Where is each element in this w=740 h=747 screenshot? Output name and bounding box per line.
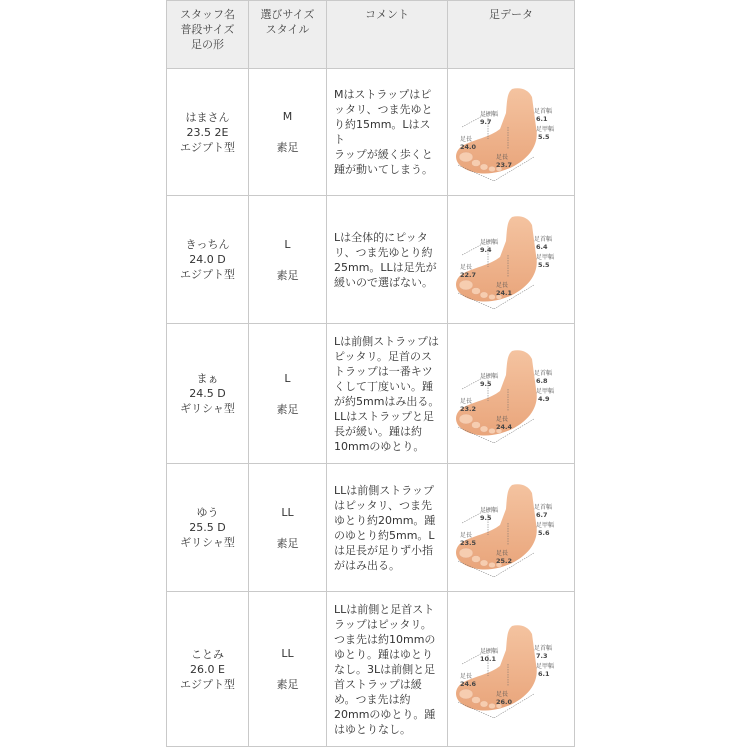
comment-line: くして丁度いい。踵 [334,379,433,393]
foot-diagram [452,345,570,443]
foot-instep-value: 6.1 [536,115,548,123]
foot-len-label: 足長 [496,415,509,423]
foot-instep-value: 6.4 [536,242,548,251]
comment-line: め。つま先は約 [334,692,411,706]
comment-line: ッタリ、つま先ゆと [334,103,433,116]
wear-style: 素足 [276,402,299,416]
spacer [249,252,326,268]
foot-heel-value: 5.5 [538,260,550,269]
foot-girth-value: 24.0 [460,143,477,151]
comment-line: Lは前側ストラップは [334,334,439,348]
wear-style: 素足 [276,536,299,550]
foot-height-label: 足囲幅 [480,238,499,246]
foot-diagram [452,620,570,718]
foot-heel-value: 6.1 [538,670,550,678]
comment-line: 10mmのゆとり。 [334,439,425,453]
staff-size: 24.5 D [189,387,226,400]
foot-diagram [452,83,570,181]
foot-instep-value: 6.7 [536,510,548,519]
staff-cell [167,464,249,592]
toe [489,294,496,300]
foot-height-label: 足囲幅 [480,111,499,118]
foot-data-cell [448,592,575,747]
wear-style: 素足 [276,268,299,282]
wear-style: 素足 [276,678,299,691]
header-staff-line1: スタッフ名 [180,8,235,21]
foot-heel-label: 足甲幅 [536,126,555,133]
spacer [249,520,326,536]
header-comment-label: コメント [365,8,409,21]
comment-cell [327,196,448,324]
toe [472,287,481,294]
foot-len-label: 足長 [496,281,509,289]
toe [472,160,481,167]
foot-height-value: 9.5 [480,379,492,388]
foot-diagram [452,479,570,577]
staff-size: 23.5 2E [186,125,229,139]
foot-data-cell [448,324,575,464]
foot-heel-value: 4.9 [538,394,550,403]
foot-len-label: 足長 [496,154,509,161]
toe [459,689,473,699]
foot-girth-label: 足長 [460,673,473,680]
toe [459,414,473,424]
header-size-line1: 選びサイズ [260,8,315,21]
foot-diagram [452,211,570,309]
toe [459,280,473,290]
foot-instep-value: 7.3 [536,652,548,660]
staff-size-table [166,0,575,747]
staff-cell [167,69,249,196]
foot-instep-label: 足首幅 [534,645,553,652]
foot-heel-label: 足甲幅 [536,521,555,529]
header-foot-label: 足データ [489,8,533,21]
toe [480,425,488,431]
toe [459,548,473,558]
header-size-line2: スタイル [265,23,310,36]
comment-line: 25mm。LLは足先が [334,260,437,274]
foot-height-value: 9.5 [480,513,492,522]
spacer [249,124,326,140]
comment-line: ラップが緩く歩くと [334,148,433,161]
foot-len-label: 足長 [496,549,509,557]
table-row [167,464,575,592]
foot-girth-value: 23.5 [460,538,477,547]
picked-size: LL [281,505,294,519]
comment-line: がはみ出る。 [334,558,400,572]
toe [472,555,481,562]
spacer [249,386,326,402]
comment-cell [327,592,448,747]
table-row [167,592,575,747]
foot-instep-label: 足首幅 [534,108,553,115]
toe [480,164,488,170]
comment-cell [327,324,448,464]
toe [472,421,481,428]
staff-shape: エジプト型 [180,140,235,154]
comment-line: Lは全体的にピッタ [334,230,428,244]
comment-line: LLは前側と足首スト [334,602,435,616]
table-row [167,69,575,196]
foot-data-cell [448,69,575,196]
foot-instep-label: 足首幅 [534,369,553,377]
header-staff-line3: 足の形 [191,38,224,51]
header-comment [327,1,448,69]
header-staff [167,1,249,69]
toe [489,166,496,172]
foot-girth-value: 22.7 [460,270,477,279]
comment-line: はピッタリ、つま先 [334,498,433,512]
comment-line: つま先は約10mmの [334,632,436,646]
foot-heel-value: 5.6 [538,528,550,537]
toe [480,701,488,707]
comment-line: LLはストラップと足 [334,409,435,423]
staff-size: 25.5 D [189,521,226,534]
comment-line: はゆとりなし。 [334,722,411,736]
comment-line: ゆとり約20mm。踵 [334,513,436,527]
staff-shape: エジプト型 [180,677,235,691]
table-row [167,324,575,464]
toe [459,152,473,162]
foot-height-value: 10.1 [480,655,497,663]
foot-girth-label: 足長 [460,531,473,539]
comment-cell [327,464,448,592]
staff-name: ゆう [196,506,219,519]
foot-height-label: 足囲幅 [480,506,499,514]
foot-height-label: 足囲幅 [480,648,499,655]
foot-heel-label: 足甲幅 [536,387,555,395]
foot-girth-value: 24.6 [460,680,477,688]
foot-len-value: 25.2 [496,556,513,565]
comment-line: LLは前側ストラップ [334,483,435,497]
toe [480,291,488,297]
staff-shape: ギリシャ型 [180,536,235,549]
size-style-cell [249,69,327,196]
foot-height-value: 9.4 [480,245,492,254]
foot-len-value: 26.0 [496,698,513,706]
staff-size-table-container [166,0,574,740]
comment-line: 踵が動いてしまう。 [334,163,433,176]
toe [489,562,496,568]
staff-name: ことみ [191,647,224,661]
foot-heel-value: 5.5 [538,133,550,141]
table-header-row [167,1,575,69]
foot-len-value: 24.1 [496,288,513,297]
foot-data-cell [448,464,575,592]
comment-line: トラップは一番キツ [334,364,433,378]
staff-cell [167,324,249,464]
comment-line: のゆとり約5mm。L [334,528,435,542]
foot-len-label: 足長 [496,691,509,698]
foot-instep-label: 足首幅 [534,503,553,511]
spacer [249,661,326,677]
comment-line: 首ストラップは緩 [334,677,422,691]
size-style-cell [249,324,327,464]
foot-girth-label: 足長 [460,263,473,271]
comment-cell [327,69,448,196]
foot-height-label: 足囲幅 [480,372,499,380]
comment-line: 緩いので選ばない。 [334,275,433,289]
comment-line: なし。3Lは前側と足 [334,662,436,676]
foot-heel-label: 足甲幅 [536,253,555,261]
header-staff-line2: 普段サイズ [180,23,235,36]
size-style-cell [249,592,327,747]
staff-size: 26.0 E [190,662,225,676]
foot-girth-value: 23.2 [460,404,477,413]
picked-size: L [284,237,291,251]
staff-shape: ギリシャ型 [180,402,235,415]
foot-heel-label: 足甲幅 [536,663,555,670]
staff-size: 24.0 D [189,253,226,266]
foot-instep-label: 足首幅 [534,235,553,243]
foot-len-value: 23.7 [496,161,513,169]
staff-name: きっちん [185,238,230,251]
toe [472,697,481,704]
size-style-cell [249,196,327,324]
comment-line: ピッタリ。足首のス [334,349,433,363]
comment-line: が約5mmはみ出る。 [334,394,440,408]
comment-line: は足長が足りず小指 [334,543,433,557]
picked-size: LL [281,647,294,660]
toe [480,559,488,565]
picked-size: L [284,371,291,385]
toe [489,703,496,709]
foot-len-value: 24.4 [496,422,513,431]
comment-line: Mはストラップはピ [334,88,432,101]
foot-height-value: 9.7 [480,118,492,126]
comment-line: 20mmのゆとり。踵 [334,707,436,721]
foot-girth-label: 足長 [460,397,473,405]
staff-name: まぁ [196,372,219,385]
staff-cell [167,592,249,747]
staff-cell [167,196,249,324]
comment-line: ラップはピッタリ。 [334,617,432,631]
foot-instep-value: 6.8 [536,376,548,385]
size-style-cell [249,464,327,592]
picked-size: M [282,110,293,123]
comment-line: ゆとり。踵はゆとり [334,647,433,661]
comment-line: り約15mm。Lはスト [334,118,431,146]
staff-shape: エジプト型 [180,268,235,281]
foot-girth-label: 足長 [460,136,473,143]
staff-name: はまさん [185,110,230,124]
header-foot-data [448,1,575,69]
foot-data-cell [448,196,575,324]
table-row [167,196,575,324]
comment-line: 長が緩い。踵は約 [334,424,422,438]
toe [489,428,496,434]
header-size-style [249,1,327,69]
wear-style: 素足 [276,141,299,154]
comment-line: リ、つま先ゆとり約 [334,245,433,259]
